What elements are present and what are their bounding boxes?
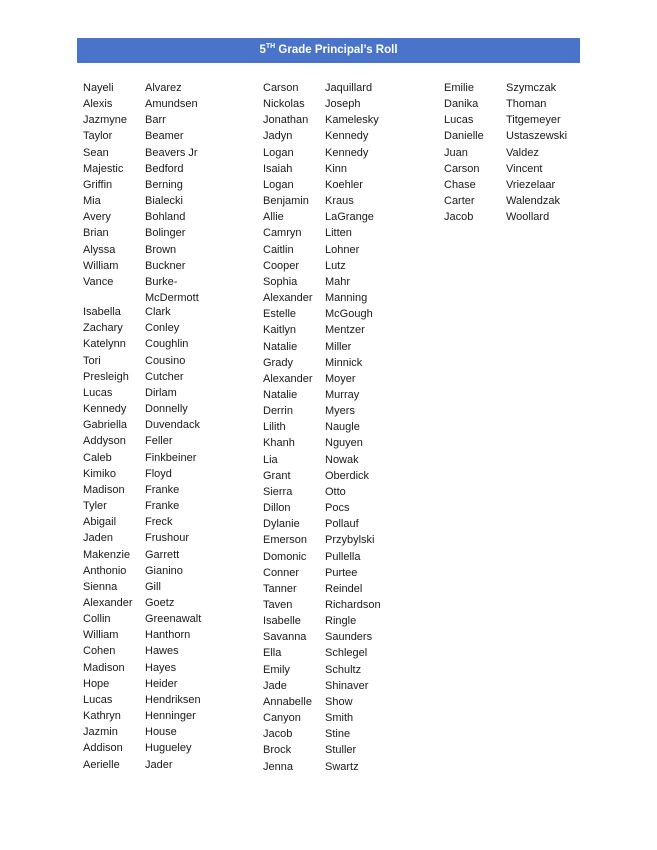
student-first-name: Jenna bbox=[263, 760, 293, 773]
student-entry bbox=[83, 274, 215, 304]
student-entry bbox=[263, 452, 395, 468]
student-last-name: Schultz bbox=[325, 663, 362, 676]
student-first-name: Addison bbox=[83, 742, 123, 755]
student-entry bbox=[263, 435, 395, 451]
student-last-name: Walendzak bbox=[506, 195, 561, 208]
title-superscript: TH bbox=[265, 43, 276, 50]
student-entry bbox=[83, 466, 215, 482]
student-entry bbox=[263, 565, 395, 581]
student-last-name: Pullella bbox=[325, 550, 361, 563]
student-last-name: Otto bbox=[325, 485, 346, 498]
student-first-name: Jadyn bbox=[263, 130, 293, 143]
student-last-name: Beavers Jr bbox=[145, 146, 198, 159]
student-entry bbox=[263, 306, 395, 322]
student-first-name: Isaiah bbox=[263, 162, 293, 175]
student-entry bbox=[83, 353, 215, 369]
student-last-name: Gianino bbox=[145, 564, 183, 577]
student-entry bbox=[263, 516, 395, 532]
student-entry bbox=[263, 209, 395, 225]
student-first-name: William bbox=[83, 629, 119, 642]
student-last-name: Lutz bbox=[325, 259, 346, 272]
student-first-name: Presleigh bbox=[83, 370, 129, 383]
student-entry bbox=[83, 385, 215, 401]
student-entry bbox=[83, 80, 215, 96]
student-first-name: Isabelle bbox=[263, 615, 301, 628]
student-entry bbox=[263, 500, 395, 516]
student-last-name: Duvendack bbox=[145, 419, 201, 432]
student-first-name: Cooper bbox=[263, 259, 300, 272]
student-entry bbox=[263, 371, 395, 387]
student-first-name: Danielle bbox=[444, 130, 484, 143]
student-entry bbox=[263, 484, 395, 500]
student-last-name: Reindel bbox=[325, 582, 363, 595]
student-last-name: Joseph bbox=[325, 98, 361, 111]
student-entry bbox=[263, 161, 395, 177]
student-last-name: Greenawalt bbox=[145, 613, 202, 626]
student-last-name: Minnick bbox=[325, 356, 363, 369]
student-entry bbox=[263, 678, 395, 694]
student-last-name: Stuller bbox=[325, 744, 357, 757]
name-column-1 bbox=[83, 80, 215, 773]
student-last-name: Koehler bbox=[325, 178, 363, 191]
student-entry bbox=[83, 320, 215, 336]
student-entry bbox=[263, 468, 395, 484]
student-first-name: Nayeli bbox=[83, 82, 114, 94]
student-last-name: Hendriksen bbox=[145, 693, 201, 706]
student-last-name: Alvarez bbox=[145, 82, 182, 94]
student-last-name: Cutcher bbox=[145, 370, 184, 383]
student-first-name: Benjamin bbox=[263, 195, 309, 208]
student-last-name: Lohner bbox=[325, 243, 360, 256]
student-entry bbox=[83, 595, 215, 611]
student-first-name: Grady bbox=[263, 356, 293, 369]
student-last-name: Litten bbox=[325, 227, 352, 240]
student-last-name: Floyd bbox=[145, 467, 172, 480]
student-last-name: Jaquillard bbox=[325, 82, 373, 94]
student-first-name: Camryn bbox=[263, 227, 302, 240]
student-last-name: Manning bbox=[325, 292, 368, 305]
student-first-name: Gabriella bbox=[83, 419, 128, 432]
student-last-name: Thoman bbox=[506, 98, 547, 111]
student-entry bbox=[263, 145, 395, 161]
student-last-name: Myers bbox=[325, 405, 355, 418]
student-entry bbox=[83, 724, 215, 740]
student-first-name: Jade bbox=[263, 679, 287, 692]
student-first-name: Carter bbox=[444, 195, 475, 208]
student-entry bbox=[263, 694, 395, 710]
student-entry bbox=[83, 611, 215, 627]
student-last-name: Bialecki bbox=[145, 195, 183, 208]
student-last-name: Cousino bbox=[145, 354, 186, 367]
student-first-name: Avery bbox=[83, 211, 111, 224]
student-first-name: Collin bbox=[83, 613, 111, 626]
student-last-name: Przybylski bbox=[325, 534, 375, 547]
student-first-name: Emilie bbox=[444, 82, 474, 94]
student-first-name: Sean bbox=[83, 146, 109, 159]
student-entry bbox=[444, 193, 581, 209]
student-entry bbox=[263, 355, 395, 371]
student-entry bbox=[83, 225, 215, 241]
student-entry bbox=[83, 660, 215, 676]
student-entry bbox=[83, 258, 215, 274]
student-first-name: Jacob bbox=[263, 728, 293, 741]
student-last-name: Frushour bbox=[145, 532, 190, 545]
student-entry bbox=[83, 530, 215, 546]
student-last-name: Hugueley bbox=[145, 742, 192, 755]
student-entry bbox=[83, 627, 215, 643]
student-first-name: Aerielle bbox=[83, 758, 120, 771]
student-first-name: Natalie bbox=[263, 340, 298, 353]
student-first-name: Emily bbox=[263, 663, 290, 676]
student-first-name: Katelynn bbox=[83, 338, 126, 351]
student-entry bbox=[263, 177, 395, 193]
student-last-name: Titgemeyer bbox=[506, 114, 561, 127]
student-entry bbox=[83, 145, 215, 161]
student-last-name: Saunders bbox=[325, 631, 373, 644]
student-last-name: Kennedy bbox=[325, 146, 369, 159]
student-entry bbox=[83, 643, 215, 659]
student-last-name: Goetz bbox=[145, 596, 175, 609]
student-first-name: Alexander bbox=[263, 292, 313, 305]
student-entry bbox=[83, 112, 215, 128]
student-first-name: Jacob bbox=[444, 211, 474, 224]
student-last-name: Mahr bbox=[325, 275, 351, 288]
student-last-name: Nguyen bbox=[325, 437, 363, 450]
student-entry bbox=[444, 112, 581, 128]
student-last-name: LaGrange bbox=[325, 211, 374, 224]
student-entry bbox=[263, 225, 395, 241]
student-last-name: Moyer bbox=[325, 372, 356, 385]
student-first-name: Logan bbox=[263, 146, 294, 159]
student-last-name: Beamer bbox=[145, 130, 184, 143]
student-last-name: Naugle bbox=[325, 421, 360, 434]
student-last-name: Ringle bbox=[325, 615, 357, 628]
student-last-name: Smith bbox=[325, 712, 354, 725]
student-last-name: Brown bbox=[145, 243, 177, 256]
student-first-name: Cohen bbox=[83, 645, 116, 658]
student-first-name: Brian bbox=[83, 227, 109, 240]
student-entry bbox=[83, 757, 215, 773]
student-first-name: Brock bbox=[263, 744, 292, 757]
student-last-name: Henninger bbox=[145, 710, 196, 723]
student-first-name: Chase bbox=[444, 178, 476, 191]
student-first-name: Lucas bbox=[83, 386, 113, 399]
student-entry bbox=[83, 128, 215, 144]
student-first-name: Tyler bbox=[83, 500, 107, 513]
student-entry bbox=[83, 161, 215, 177]
student-last-name: Schlegel bbox=[325, 647, 368, 660]
student-first-name: Conner bbox=[263, 566, 300, 579]
student-entry bbox=[263, 419, 395, 435]
student-entry bbox=[444, 96, 581, 112]
student-first-name: Alexander bbox=[263, 372, 313, 385]
student-first-name: Lia bbox=[263, 453, 278, 466]
student-last-name: Kennedy bbox=[325, 130, 369, 143]
student-last-name: Barr bbox=[145, 114, 166, 127]
student-first-name: Khanh bbox=[263, 437, 295, 450]
student-last-name: Franke bbox=[145, 500, 180, 513]
student-first-name: Tanner bbox=[263, 582, 297, 595]
student-entry bbox=[263, 645, 395, 661]
student-first-name: Jaden bbox=[83, 532, 113, 545]
student-first-name: Abigail bbox=[83, 516, 117, 529]
student-entry bbox=[263, 662, 395, 678]
student-entry bbox=[83, 563, 215, 579]
student-first-name: Tori bbox=[83, 354, 101, 367]
student-last-name: House bbox=[145, 726, 177, 739]
student-first-name: Taven bbox=[263, 599, 293, 611]
student-last-name: Coughlin bbox=[145, 338, 189, 351]
student-first-name: Dylanie bbox=[263, 518, 300, 531]
student-entry bbox=[83, 242, 215, 258]
student-first-name: Anthonio bbox=[83, 564, 127, 577]
student-first-name: Lucas bbox=[83, 693, 113, 706]
student-first-name: Allie bbox=[263, 211, 284, 224]
student-entry bbox=[83, 450, 215, 466]
student-first-name: Alexis bbox=[83, 98, 113, 111]
title-suffix: Grade Principal’s Roll bbox=[275, 44, 398, 56]
student-last-name: Stine bbox=[325, 728, 351, 741]
student-entry bbox=[263, 387, 395, 403]
student-last-name: Vriezelaar bbox=[506, 178, 556, 191]
student-first-name: Dillon bbox=[263, 502, 291, 515]
student-last-name: Hawes bbox=[145, 645, 179, 658]
student-entry bbox=[83, 336, 215, 352]
student-entry bbox=[444, 177, 581, 193]
student-last-name: Gill bbox=[145, 580, 161, 593]
student-entry bbox=[83, 193, 215, 209]
student-last-name: Kinn bbox=[325, 162, 348, 175]
student-first-name: Isabella bbox=[83, 306, 121, 319]
student-entry bbox=[444, 80, 581, 96]
student-first-name: Kennedy bbox=[83, 403, 127, 416]
student-first-name: Majestic bbox=[83, 162, 124, 175]
title-prefix: 5 bbox=[259, 44, 266, 56]
student-entry bbox=[83, 369, 215, 385]
student-first-name: Mia bbox=[83, 195, 101, 208]
student-first-name: Madison bbox=[83, 661, 125, 674]
student-entry bbox=[83, 676, 215, 692]
student-entry bbox=[83, 417, 215, 433]
student-last-name: Murray bbox=[325, 388, 360, 401]
student-last-name: Miller bbox=[325, 340, 352, 353]
page-title-banner bbox=[77, 38, 580, 63]
student-entry bbox=[263, 613, 395, 629]
student-last-name: Mentzer bbox=[325, 324, 365, 337]
student-last-name: Donnelly bbox=[145, 403, 188, 416]
student-first-name: Canyon bbox=[263, 712, 301, 725]
student-first-name: Addyson bbox=[83, 435, 126, 448]
student-last-name: Richardson bbox=[325, 599, 381, 611]
student-last-name: Purtee bbox=[325, 566, 358, 579]
student-first-name: Savanna bbox=[263, 631, 307, 644]
student-entry bbox=[263, 112, 395, 128]
student-first-name: Domonic bbox=[263, 550, 307, 563]
student-entry bbox=[263, 242, 395, 258]
student-first-name: Hope bbox=[83, 677, 110, 690]
student-entry bbox=[263, 274, 395, 290]
student-last-name: Vincent bbox=[506, 162, 543, 175]
student-last-name: Hanthorn bbox=[145, 629, 191, 642]
student-first-name: Zachary bbox=[83, 322, 123, 335]
student-first-name: Sierra bbox=[263, 485, 293, 498]
student-last-name: Nowak bbox=[325, 453, 359, 466]
student-first-name: Makenzie bbox=[83, 548, 131, 561]
student-last-name: Kamelesky bbox=[325, 114, 379, 127]
student-first-name: Annabelle bbox=[263, 695, 312, 708]
student-entry bbox=[83, 547, 215, 563]
student-first-name: Vance bbox=[83, 275, 114, 288]
student-last-name: Szymczak bbox=[506, 82, 557, 94]
student-entry bbox=[263, 629, 395, 645]
student-first-name: Ella bbox=[263, 647, 282, 660]
student-last-name: Woollard bbox=[506, 211, 550, 224]
student-entry bbox=[83, 401, 215, 417]
student-entry bbox=[263, 710, 395, 726]
student-first-name: Logan bbox=[263, 178, 294, 191]
student-first-name: Caleb bbox=[83, 451, 112, 464]
student-entry bbox=[83, 692, 215, 708]
student-first-name: Sophia bbox=[263, 275, 298, 288]
student-entry bbox=[263, 581, 395, 597]
student-entry bbox=[263, 322, 395, 338]
student-last-name: Buckner bbox=[145, 259, 186, 272]
student-entry bbox=[83, 579, 215, 595]
student-first-name: Grant bbox=[263, 469, 291, 482]
student-last-name: Conley bbox=[145, 322, 180, 335]
student-first-name: Alyssa bbox=[83, 243, 116, 256]
student-entry bbox=[83, 514, 215, 530]
student-first-name: Natalie bbox=[263, 388, 298, 401]
student-last-name: Clark bbox=[145, 306, 171, 319]
student-last-name: Heider bbox=[145, 677, 178, 690]
student-first-name: Jazmin bbox=[83, 726, 118, 739]
student-last-name: Franke bbox=[145, 483, 180, 496]
student-first-name: Kaitlyn bbox=[263, 324, 297, 337]
student-last-name: Feller bbox=[145, 435, 173, 448]
student-last-name: Garrett bbox=[145, 548, 180, 561]
student-first-name: Sienna bbox=[83, 580, 118, 593]
student-first-name: Danika bbox=[444, 98, 479, 111]
student-entry bbox=[83, 177, 215, 193]
student-last-name: Bohland bbox=[145, 211, 186, 224]
student-entry bbox=[263, 532, 395, 548]
student-last-name: Hayes bbox=[145, 661, 177, 674]
student-first-name: Jazmyne bbox=[83, 114, 128, 127]
student-entry bbox=[83, 96, 215, 112]
student-entry bbox=[263, 742, 395, 758]
student-last-name: McGough bbox=[325, 308, 373, 321]
student-last-name: Finkbeiner bbox=[145, 451, 197, 464]
student-first-name: Carson bbox=[444, 162, 480, 175]
student-entry bbox=[83, 433, 215, 449]
name-column-3 bbox=[444, 80, 581, 225]
student-first-name: Madison bbox=[83, 483, 125, 496]
student-first-name: Jonathan bbox=[263, 114, 309, 127]
student-first-name: Kathryn bbox=[83, 710, 121, 723]
student-entry bbox=[263, 549, 395, 565]
student-last-name: Berning bbox=[145, 178, 183, 191]
student-last-name: Ustaszewski bbox=[506, 130, 568, 143]
student-last-name: Burke- McDermott bbox=[145, 275, 199, 305]
student-entry bbox=[83, 482, 215, 498]
student-first-name: Lilith bbox=[263, 421, 286, 434]
student-last-name: Shinaver bbox=[325, 679, 369, 692]
student-entry bbox=[444, 161, 581, 177]
student-last-name: Bolinger bbox=[145, 227, 186, 240]
student-entry bbox=[263, 80, 395, 96]
student-first-name: Caitlin bbox=[263, 243, 294, 256]
name-column-2 bbox=[263, 80, 395, 775]
student-entry bbox=[263, 193, 395, 209]
student-first-name: Griffin bbox=[83, 178, 113, 191]
student-entry bbox=[83, 708, 215, 724]
student-last-name: Bedford bbox=[145, 162, 184, 175]
student-first-name: William bbox=[83, 259, 119, 272]
student-last-name: Valdez bbox=[506, 146, 539, 159]
student-first-name: Alexander bbox=[83, 596, 133, 609]
student-entry bbox=[263, 128, 395, 144]
student-entry bbox=[444, 128, 581, 144]
student-first-name: Carson bbox=[263, 82, 299, 94]
student-entry bbox=[263, 258, 395, 274]
student-entry bbox=[263, 759, 395, 775]
student-first-name: Taylor bbox=[83, 130, 113, 143]
student-entry bbox=[83, 498, 215, 514]
student-entry bbox=[263, 597, 395, 613]
student-entry bbox=[444, 209, 581, 225]
student-entry bbox=[83, 740, 215, 756]
student-last-name: Pollauf bbox=[325, 518, 359, 531]
student-entry bbox=[444, 145, 581, 161]
student-first-name: Emerson bbox=[263, 534, 308, 547]
student-last-name: Swartz bbox=[325, 760, 359, 773]
student-last-name: Freck bbox=[145, 516, 173, 529]
student-last-name: Amundsen bbox=[145, 98, 198, 111]
student-last-name: Kraus bbox=[325, 195, 354, 208]
student-first-name: Estelle bbox=[263, 308, 297, 321]
student-last-name: Dirlam bbox=[145, 386, 177, 399]
student-last-name: Jader bbox=[145, 758, 173, 771]
student-entry bbox=[83, 304, 215, 320]
student-entry bbox=[263, 339, 395, 355]
student-entry bbox=[263, 290, 395, 306]
student-first-name: Juan bbox=[444, 146, 468, 159]
student-first-name: Derrin bbox=[263, 405, 293, 418]
student-first-name: Nickolas bbox=[263, 98, 305, 111]
student-last-name: Pocs bbox=[325, 502, 350, 515]
student-entry bbox=[263, 96, 395, 112]
student-first-name: Lucas bbox=[444, 114, 474, 127]
student-last-name: Oberdick bbox=[325, 469, 370, 482]
student-entry bbox=[263, 403, 395, 419]
student-first-name: Kimiko bbox=[83, 467, 117, 480]
student-last-name: Show bbox=[325, 695, 353, 708]
student-entry bbox=[263, 726, 395, 742]
student-entry bbox=[83, 209, 215, 225]
